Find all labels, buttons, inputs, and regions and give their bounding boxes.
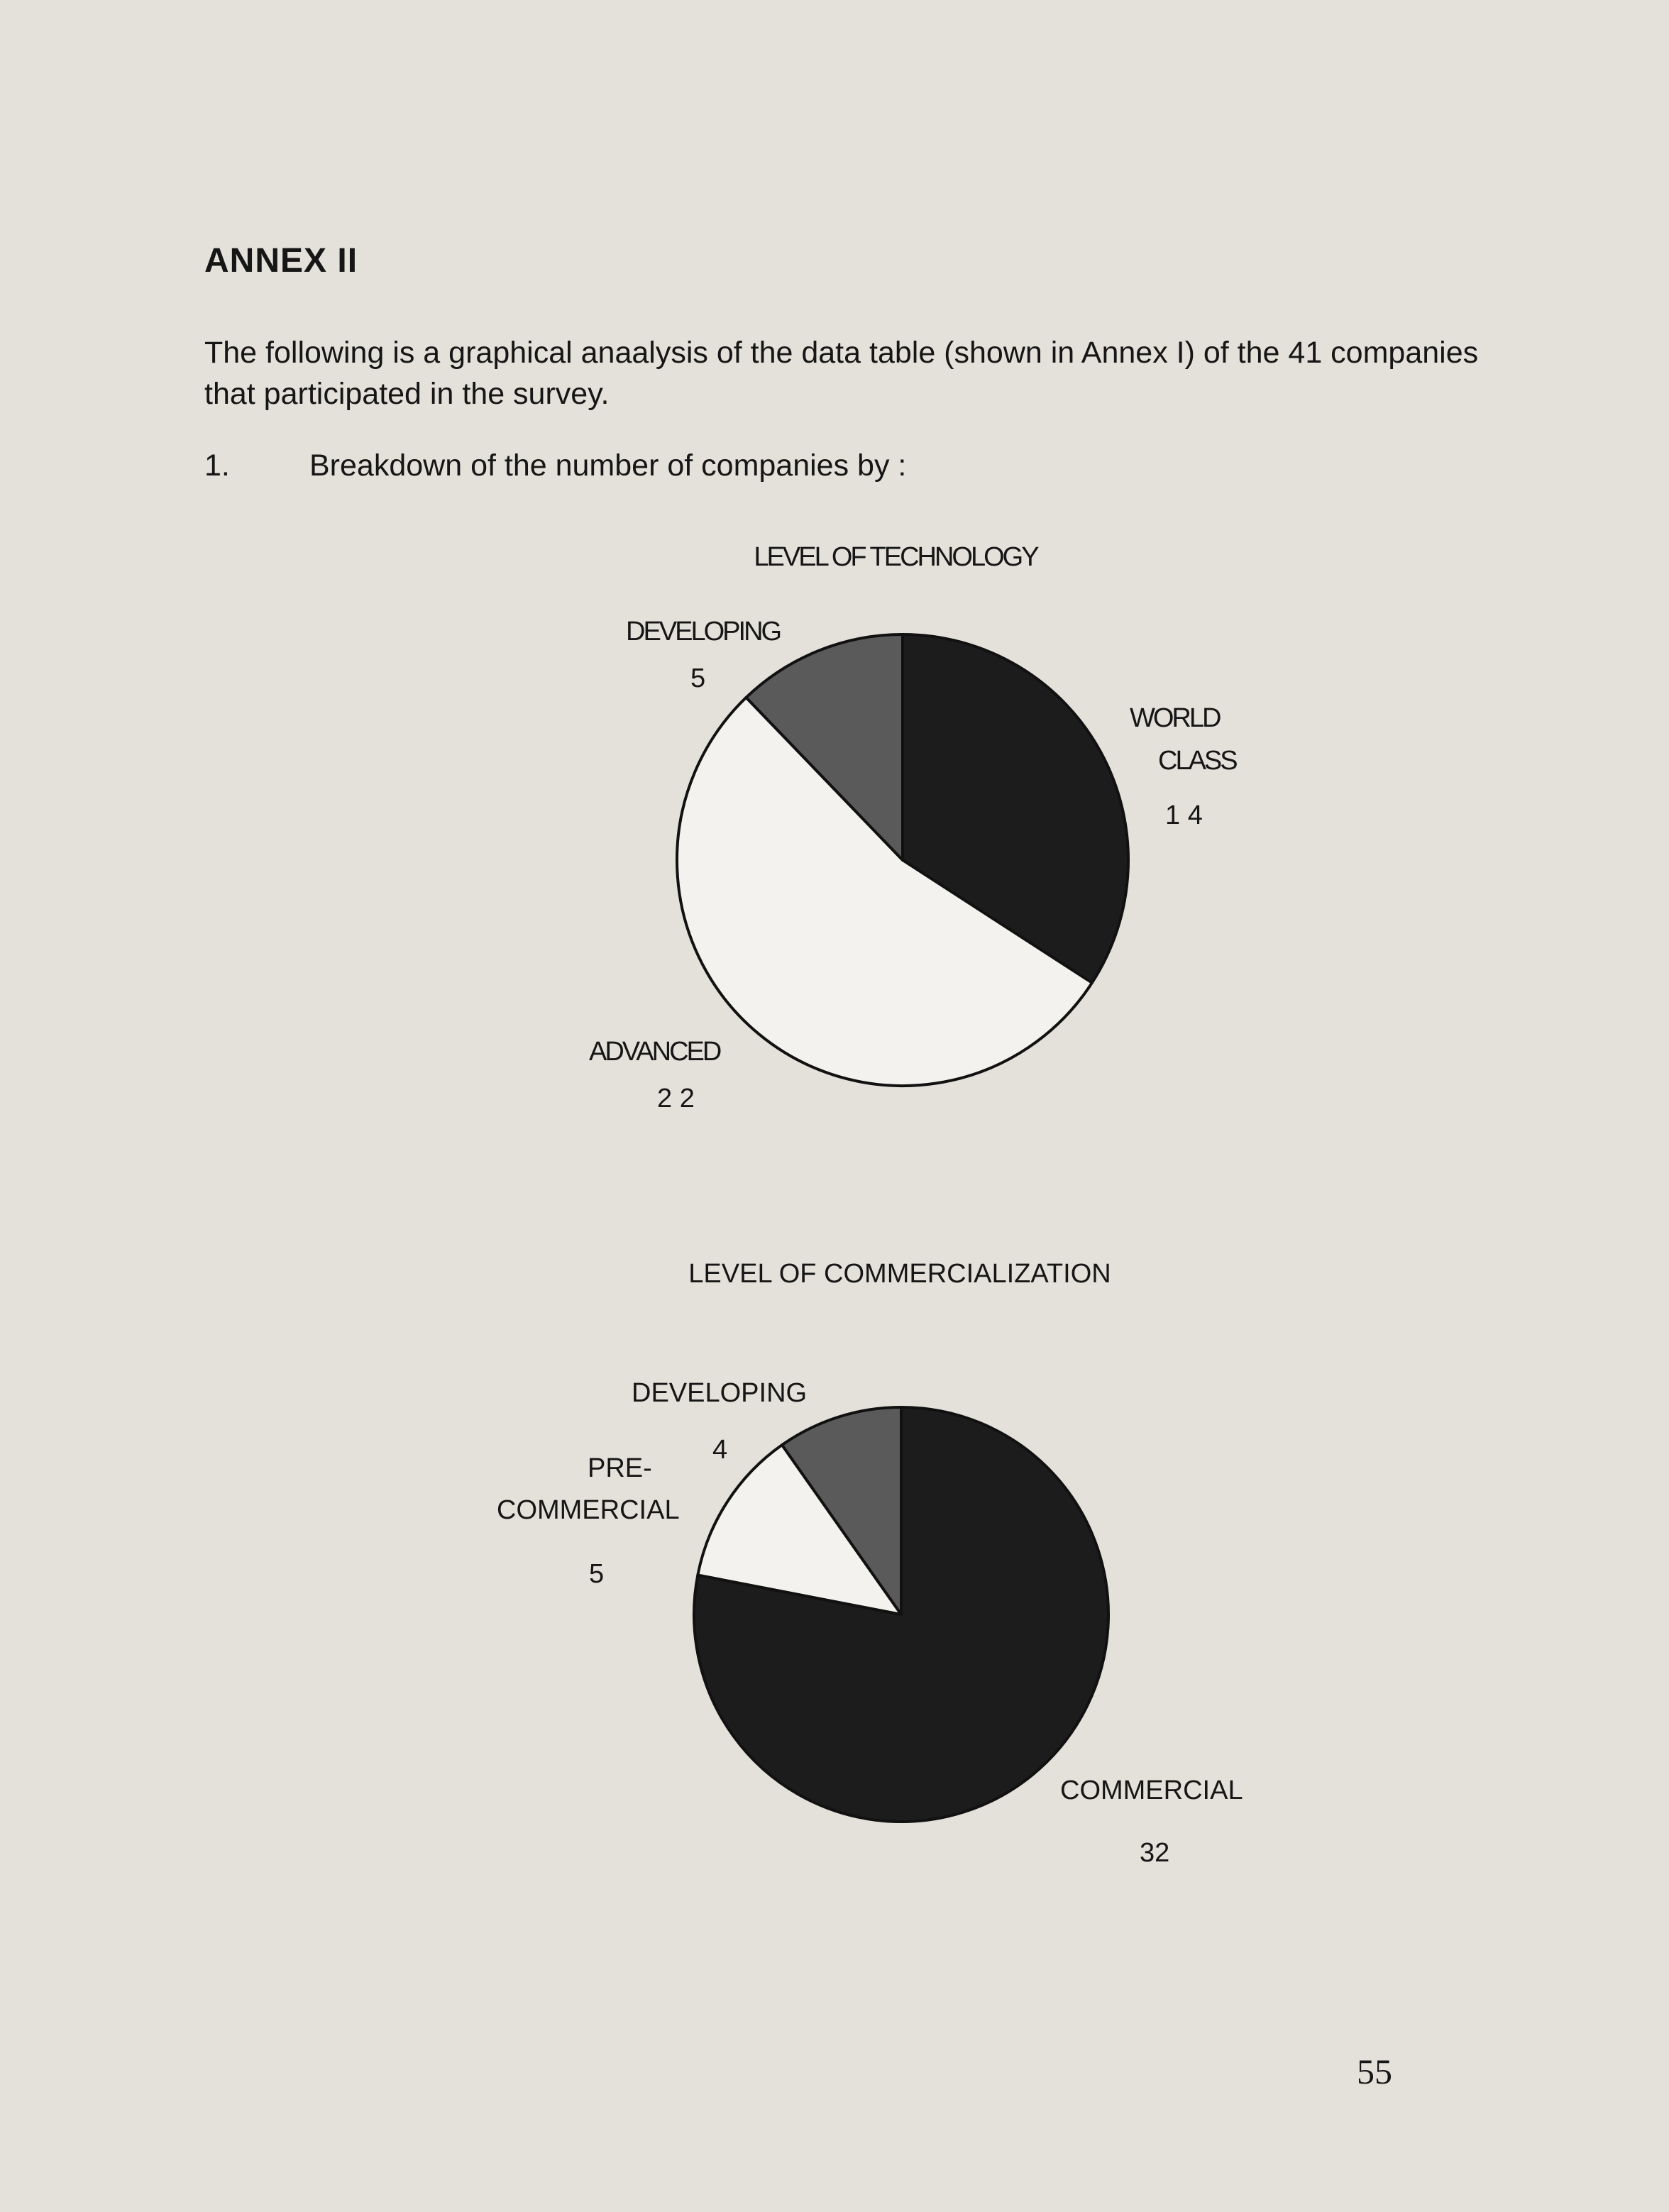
slice-label-pre-commercial: COMMERCIAL	[497, 1495, 680, 1525]
pie-chart-2	[694, 1407, 1108, 1822]
slice-label-developing: DEVELOPING	[632, 1378, 808, 1408]
chart-title: LEVEL OF COMMERCIALIZATION	[688, 1259, 1111, 1289]
pie-chart-1	[677, 634, 1128, 1086]
slice-value-pre-commercial: 5	[589, 1559, 605, 1589]
slice-value-commercial: 32	[1140, 1838, 1170, 1868]
slice-label-commercial: COMMERCIAL	[1060, 1776, 1243, 1805]
slice-value-developing: 4	[712, 1435, 728, 1465]
slice-label-pre-commercial: PRE-	[588, 1453, 652, 1483]
chart-title: LEVEL OF TECHNOLOGY	[754, 542, 1037, 572]
slice-value-advanced: 2 2	[657, 1084, 695, 1113]
intro-paragraph: The following is a graphical anaalysis of the data table (shown in Annex I) of the 41 companies that participated in the survey.	[204, 336, 1479, 411]
slice-value-developing: 5	[690, 664, 706, 693]
page-number: 55	[1357, 2052, 1392, 2091]
list-item-text: Breakdown of the number of companies by :	[309, 449, 907, 483]
slice-label-world-class: WORLD	[1130, 703, 1220, 733]
slice-label-developing: DEVELOPING	[626, 617, 781, 646]
list-item-number: 1.	[204, 449, 230, 483]
annex-heading: ANNEX II	[204, 242, 358, 280]
slice-label-world-class: CLASS	[1158, 746, 1236, 776]
slice-label-advanced: ADVANCED	[589, 1037, 720, 1067]
slice-value-world-class: 1 4	[1165, 800, 1203, 830]
